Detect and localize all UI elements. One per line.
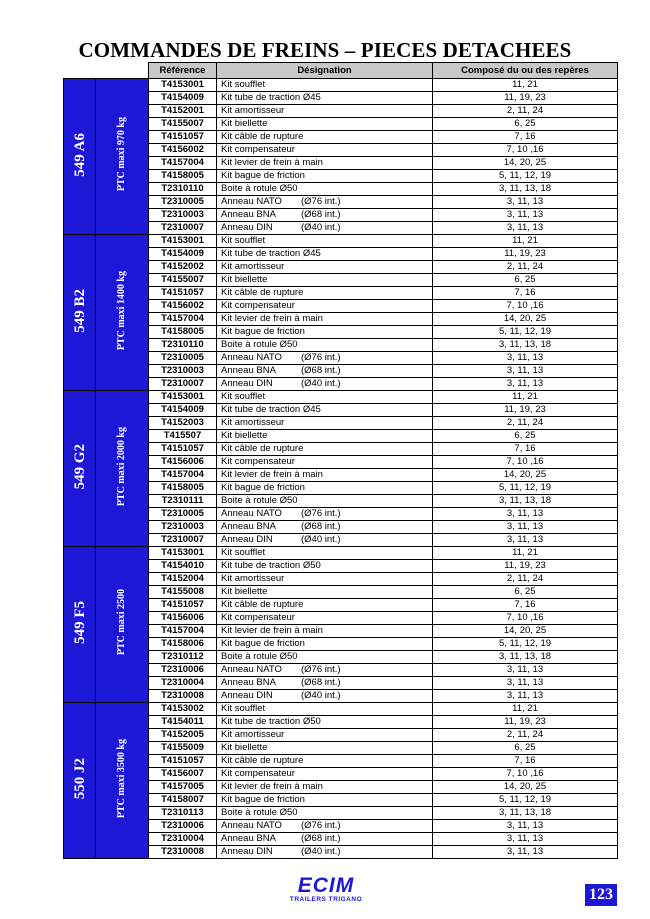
compose-cell: 5, 11, 12, 19 (433, 482, 618, 495)
compose-cell: 3, 11, 13 (433, 209, 618, 222)
designation-cell: Kit soufflet (217, 79, 433, 92)
ptc-label-text: PTC maxi 2500 (116, 589, 127, 656)
compose-cell: 3, 11, 13 (433, 222, 618, 235)
designation-spec: (Ø68 int.) (301, 521, 341, 532)
reference-cell: T4157004 (149, 313, 217, 326)
compose-cell: 2, 11, 24 (433, 261, 618, 274)
ptc-label-text: PTC maxi 3500 kg (116, 738, 127, 819)
reference-cell: T4158006 (149, 638, 217, 651)
reference-cell: T4154009 (149, 404, 217, 417)
compose-cell: 3, 11, 13 (433, 352, 618, 365)
reference-cell: T2310003 (149, 521, 217, 534)
compose-cell: 7, 10 ,16 (433, 768, 618, 781)
reference-cell: T4154009 (149, 248, 217, 261)
designation-cell (217, 534, 433, 547)
reference-cell: T415507 (149, 430, 217, 443)
compose-cell: 6, 25 (433, 742, 618, 755)
designation-name: Anneau BNA (221, 833, 276, 844)
designation-name: Anneau DIN (221, 534, 273, 545)
ecim-logo (288, 876, 364, 906)
reference-cell: T2310003 (149, 365, 217, 378)
designation-cell: Kit amortisseur (217, 417, 433, 430)
designation-name: Anneau BNA (221, 365, 276, 376)
reference-cell: T4153001 (149, 547, 217, 560)
header-designation: Désignation (217, 63, 433, 79)
model-label (64, 547, 96, 703)
designation-cell (217, 677, 433, 690)
reference-cell: T2310005 (149, 196, 217, 209)
reference-cell: T4157005 (149, 781, 217, 794)
compose-cell: 7, 10 ,16 (433, 456, 618, 469)
reference-cell: T2310112 (149, 651, 217, 664)
designation-cell: Kit tube de traction Ø45 (217, 92, 433, 105)
compose-cell: 6, 25 (433, 274, 618, 287)
designation-cell: Kit câble de rupture (217, 443, 433, 456)
compose-cell: 3, 11, 13 (433, 833, 618, 846)
reference-cell: T4154009 (149, 92, 217, 105)
designation-cell: Boite à rotule Ø50 (217, 807, 433, 820)
reference-cell: T4151057 (149, 599, 217, 612)
designation-cell: Kit soufflet (217, 391, 433, 404)
designation-cell: Kit soufflet (217, 235, 433, 248)
compose-cell: 3, 11, 13, 18 (433, 339, 618, 352)
designation-cell: Kit levier de frein à main (217, 157, 433, 170)
designation-cell (217, 209, 433, 222)
reference-cell: T2310005 (149, 352, 217, 365)
model-label-text: 549 B2 (71, 288, 88, 333)
reference-cell: T2310008 (149, 690, 217, 703)
designation-cell: Kit compensateur (217, 612, 433, 625)
ptc-label (96, 235, 149, 391)
compose-cell: 7, 16 (433, 287, 618, 300)
designation-spec: (Ø40 int.) (301, 222, 341, 233)
reference-cell: T4152001 (149, 105, 217, 118)
compose-cell: 3, 11, 13 (433, 521, 618, 534)
compose-cell: 11, 19, 23 (433, 716, 618, 729)
reference-cell: T4152005 (149, 729, 217, 742)
reference-cell: T4156007 (149, 768, 217, 781)
model-label-text: 549 G2 (71, 443, 88, 490)
compose-cell: 11, 21 (433, 703, 618, 716)
designation-cell: Kit câble de rupture (217, 287, 433, 300)
header-compose: Composé du ou des repères (433, 63, 618, 79)
designation-cell: Kit tube de traction Ø45 (217, 248, 433, 261)
designation-cell (217, 820, 433, 833)
reference-cell: T4153001 (149, 235, 217, 248)
designation-cell: Kit tube de traction Ø45 (217, 404, 433, 417)
compose-cell: 3, 11, 13 (433, 690, 618, 703)
compose-cell: 3, 11, 13 (433, 664, 618, 677)
designation-spec: (Ø40 int.) (301, 378, 341, 389)
reference-cell: T4154011 (149, 716, 217, 729)
designation-cell (217, 365, 433, 378)
compose-cell: 3, 11, 13, 18 (433, 651, 618, 664)
model-label-text: 549 A6 (71, 132, 88, 177)
header-blank (64, 63, 149, 79)
reference-cell: T2310004 (149, 677, 217, 690)
designation-spec: (Ø76 int.) (301, 820, 341, 831)
compose-cell: 3, 11, 13, 18 (433, 807, 618, 820)
designation-cell: Kit soufflet (217, 703, 433, 716)
compose-cell: 14, 20, 25 (433, 469, 618, 482)
designation-name: Anneau BNA (221, 209, 276, 220)
table-row (64, 391, 618, 404)
designation-cell (217, 378, 433, 391)
compose-cell: 5, 11, 12, 19 (433, 170, 618, 183)
designation-spec: (Ø68 int.) (301, 677, 341, 688)
designation-name: Anneau NATO (221, 508, 282, 519)
designation-cell: Kit tube de traction Ø50 (217, 560, 433, 573)
designation-cell: Kit bague de friction (217, 638, 433, 651)
reference-cell: T4152004 (149, 573, 217, 586)
compose-cell: 11, 19, 23 (433, 404, 618, 417)
reference-cell: T4153001 (149, 391, 217, 404)
designation-cell (217, 846, 433, 859)
table-body (64, 79, 618, 859)
reference-cell: T4154010 (149, 560, 217, 573)
model-label-text: 550 J2 (71, 757, 88, 800)
compose-cell: 5, 11, 12, 19 (433, 638, 618, 651)
reference-cell: T4151057 (149, 287, 217, 300)
compose-cell: 11, 21 (433, 79, 618, 92)
compose-cell: 14, 20, 25 (433, 625, 618, 638)
model-label (64, 703, 96, 859)
designation-cell: Kit bague de friction (217, 794, 433, 807)
model-label-text: 549 F5 (71, 601, 88, 644)
designation-spec: (Ø76 int.) (301, 352, 341, 363)
compose-cell: 3, 11, 13, 18 (433, 183, 618, 196)
reference-cell: T4155007 (149, 118, 217, 131)
designation-cell (217, 521, 433, 534)
compose-cell: 11, 21 (433, 547, 618, 560)
reference-cell: T4151057 (149, 755, 217, 768)
designation-cell: Boite à rotule Ø50 (217, 183, 433, 196)
reference-cell: T4152003 (149, 417, 217, 430)
compose-cell: 11, 19, 23 (433, 560, 618, 573)
reference-cell: T4156002 (149, 144, 217, 157)
compose-cell: 3, 11, 13 (433, 378, 618, 391)
table-row (64, 79, 618, 92)
compose-cell: 5, 11, 12, 19 (433, 326, 618, 339)
compose-cell: 3, 11, 13 (433, 846, 618, 859)
compose-cell: 3, 11, 13 (433, 820, 618, 833)
designation-spec: (Ø76 int.) (301, 196, 341, 207)
reference-cell: T4158005 (149, 326, 217, 339)
logo-sub-right: TRIGANO (328, 896, 363, 903)
table-row (64, 235, 618, 248)
reference-cell: T4157004 (149, 625, 217, 638)
compose-cell: 14, 20, 25 (433, 157, 618, 170)
designation-cell (217, 196, 433, 209)
designation-cell: Kit câble de rupture (217, 755, 433, 768)
designation-cell (217, 508, 433, 521)
designation-name: Anneau NATO (221, 352, 282, 363)
header-reference: Référence (149, 63, 217, 79)
table-header-row (64, 63, 618, 79)
designation-cell: Kit biellette (217, 118, 433, 131)
designation-cell: Kit câble de rupture (217, 599, 433, 612)
designation-cell: Boite à rotule Ø50 (217, 495, 433, 508)
designation-spec: (Ø40 int.) (301, 534, 341, 545)
designation-cell: Kit compensateur (217, 144, 433, 157)
designation-spec: (Ø76 int.) (301, 508, 341, 519)
compose-cell: 7, 16 (433, 443, 618, 456)
reference-cell: T2310111 (149, 495, 217, 508)
compose-cell: 5, 11, 12, 19 (433, 794, 618, 807)
reference-cell: T2310110 (149, 339, 217, 352)
reference-cell: T4156006 (149, 456, 217, 469)
designation-cell (217, 690, 433, 703)
compose-cell: 2, 11, 24 (433, 417, 618, 430)
reference-cell: T4158005 (149, 482, 217, 495)
compose-cell: 3, 11, 13, 18 (433, 495, 618, 508)
reference-cell: T2310110 (149, 183, 217, 196)
logo-sub-left: TRAILERS (289, 896, 327, 903)
ptc-label-text: PTC maxi 970 kg (116, 117, 127, 192)
ptc-label (96, 547, 149, 703)
designation-name: Anneau NATO (221, 664, 282, 675)
designation-cell: Kit biellette (217, 586, 433, 599)
designation-spec: (Ø68 int.) (301, 833, 341, 844)
parts-table (63, 62, 618, 859)
designation-cell: Kit tube de traction Ø50 (217, 716, 433, 729)
designation-cell: Kit biellette (217, 274, 433, 287)
designation-cell: Kit levier de frein à main (217, 313, 433, 326)
designation-cell: Kit compensateur (217, 456, 433, 469)
ptc-label-text: PTC maxi 2000 kg (116, 426, 127, 507)
reference-cell: T4156002 (149, 300, 217, 313)
compose-cell: 7, 10 ,16 (433, 300, 618, 313)
compose-cell: 6, 25 (433, 430, 618, 443)
reference-cell: T4157004 (149, 469, 217, 482)
table-row (64, 547, 618, 560)
logo-sub-text (288, 896, 364, 903)
designation-spec: (Ø76 int.) (301, 664, 341, 675)
designation-name: Anneau DIN (221, 846, 273, 857)
designation-cell: Boite à rotule Ø50 (217, 651, 433, 664)
designation-cell: Kit levier de frein à main (217, 625, 433, 638)
designation-name: Anneau NATO (221, 820, 282, 831)
designation-cell (217, 664, 433, 677)
designation-name: Anneau DIN (221, 378, 273, 389)
compose-cell: 3, 11, 13 (433, 508, 618, 521)
compose-cell: 3, 11, 13 (433, 196, 618, 209)
reference-cell: T2310008 (149, 846, 217, 859)
designation-cell: Kit levier de frein à main (217, 469, 433, 482)
designation-name: Anneau DIN (221, 222, 273, 233)
designation-cell: Kit bague de friction (217, 170, 433, 183)
designation-cell: Kit compensateur (217, 300, 433, 313)
compose-cell: 6, 25 (433, 586, 618, 599)
compose-cell: 7, 16 (433, 599, 618, 612)
reference-cell: T2310003 (149, 209, 217, 222)
compose-cell: 14, 20, 25 (433, 313, 618, 326)
compose-cell: 2, 11, 24 (433, 105, 618, 118)
reference-cell: T2310005 (149, 508, 217, 521)
designation-name: Anneau DIN (221, 690, 273, 701)
reference-cell: T2310006 (149, 664, 217, 677)
page-number: 123 (585, 884, 617, 906)
compose-cell: 7, 16 (433, 755, 618, 768)
model-label (64, 79, 96, 235)
designation-cell: Kit soufflet (217, 547, 433, 560)
designation-name: Anneau NATO (221, 196, 282, 207)
designation-cell: Kit amortisseur (217, 261, 433, 274)
compose-cell: 7, 10 ,16 (433, 144, 618, 157)
ptc-label (96, 703, 149, 859)
model-label (64, 391, 96, 547)
designation-cell: Boite à rotule Ø50 (217, 339, 433, 352)
designation-cell: Kit bague de friction (217, 326, 433, 339)
model-label (64, 235, 96, 391)
reference-cell: T2310007 (149, 378, 217, 391)
reference-cell: T2310007 (149, 534, 217, 547)
page-title: COMMANDES DE FREINS – PIECES DETACHEES (78, 38, 572, 62)
reference-cell: T4156006 (149, 612, 217, 625)
designation-spec: (Ø68 int.) (301, 365, 341, 376)
compose-cell: 7, 16 (433, 131, 618, 144)
designation-spec: (Ø40 int.) (301, 846, 341, 857)
compose-cell: 11, 21 (433, 235, 618, 248)
compose-cell: 11, 19, 23 (433, 92, 618, 105)
reference-cell: T4155008 (149, 586, 217, 599)
designation-cell: Kit levier de frein à main (217, 781, 433, 794)
compose-cell: 3, 11, 13 (433, 534, 618, 547)
ptc-label-text: PTC maxi 1400 kg (116, 270, 127, 351)
logo-main-text: ECIM (297, 874, 355, 897)
designation-spec: (Ø40 int.) (301, 690, 341, 701)
reference-cell: T4151057 (149, 443, 217, 456)
designation-spec: (Ø68 int.) (301, 209, 341, 220)
reference-cell: T4158007 (149, 794, 217, 807)
reference-cell: T2310007 (149, 222, 217, 235)
compose-cell: 2, 11, 24 (433, 573, 618, 586)
designation-cell: Kit biellette (217, 430, 433, 443)
compose-cell: 11, 19, 23 (433, 248, 618, 261)
designation-name: Anneau BNA (221, 677, 276, 688)
ptc-label (96, 391, 149, 547)
compose-cell: 6, 25 (433, 118, 618, 131)
reference-cell: T4153001 (149, 79, 217, 92)
compose-cell: 3, 11, 13 (433, 365, 618, 378)
compose-cell: 3, 11, 13 (433, 677, 618, 690)
compose-cell: 7, 10 ,16 (433, 612, 618, 625)
reference-cell: T2310113 (149, 807, 217, 820)
reference-cell: T4155007 (149, 274, 217, 287)
reference-cell: T2310004 (149, 833, 217, 846)
reference-cell: T4158005 (149, 170, 217, 183)
reference-cell: T4155009 (149, 742, 217, 755)
reference-cell: T4153002 (149, 703, 217, 716)
designation-cell: Kit câble de rupture (217, 131, 433, 144)
reference-cell: T4151057 (149, 131, 217, 144)
reference-cell: T4157004 (149, 157, 217, 170)
designation-cell: Kit amortisseur (217, 105, 433, 118)
compose-cell: 14, 20, 25 (433, 781, 618, 794)
reference-cell: T4152002 (149, 261, 217, 274)
designation-cell: Kit compensateur (217, 768, 433, 781)
table-row (64, 703, 618, 716)
ptc-label (96, 79, 149, 235)
compose-cell: 11, 21 (433, 391, 618, 404)
designation-cell: Kit biellette (217, 742, 433, 755)
designation-cell (217, 352, 433, 365)
designation-cell (217, 833, 433, 846)
designation-cell (217, 222, 433, 235)
designation-cell: Kit amortisseur (217, 729, 433, 742)
designation-name: Anneau BNA (221, 521, 276, 532)
compose-cell: 2, 11, 24 (433, 729, 618, 742)
designation-cell: Kit amortisseur (217, 573, 433, 586)
reference-cell: T2310006 (149, 820, 217, 833)
designation-cell: Kit bague de friction (217, 482, 433, 495)
